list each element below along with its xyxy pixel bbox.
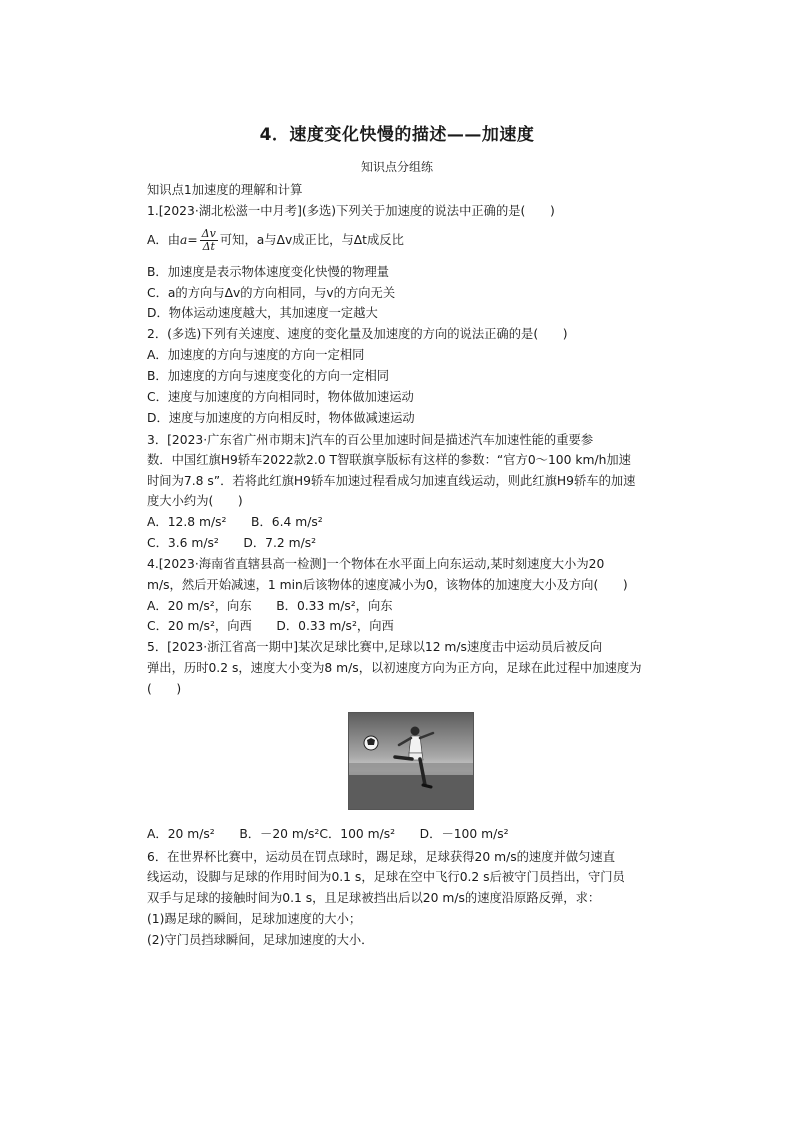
q3-line-2: 数．中国红旗H9轿车2022款2.0 T智联旗享版标有这样的参数：“官方0～100 km/h加速 bbox=[147, 453, 631, 467]
q1-option-d: D．物体运动速度越大，其加速度一定越大 bbox=[147, 306, 378, 320]
page-title: 4．速度变化快慢的描述——加速度 bbox=[259, 125, 535, 145]
q5-options: A．20 m/s² B．－20 m/s²C．100 m/s² D．－100 m/s² bbox=[147, 827, 509, 841]
q5-line-3: ( ) bbox=[147, 682, 182, 696]
q1-option-a bbox=[147, 226, 404, 254]
q3-options-cd: C．3.6 m/s² D．7.2 m/s² bbox=[147, 536, 317, 550]
q2-option-c: C．速度与加速度的方向相同时，物体做加速运动 bbox=[147, 390, 414, 404]
q3-line-4: 度大小约为( ) bbox=[147, 494, 243, 508]
q6-subquestion-1: (1)踢足球的瞬间，足球加速度的大小； bbox=[147, 912, 362, 926]
q1-frac-num: Δv bbox=[201, 227, 216, 240]
q1-option-b: B．加速度是表示物体速度变化快慢的物理量 bbox=[147, 265, 390, 279]
q2-stem: 2．(多选)下列有关速度、速度的变化量及加速度的方向的说法正确的是( ) bbox=[147, 327, 568, 341]
q1-a-eq: = bbox=[187, 233, 198, 247]
soccer-scene-illustration bbox=[349, 713, 473, 809]
q5-line-1: 5．[2023·浙江省高一期中]某次足球比赛中,足球以12 m/s速度击中运动员后被反向 bbox=[147, 640, 603, 654]
q4-options-cd: C．20 m/s²，向西 D．0.33 m/s²，向西 bbox=[147, 619, 394, 633]
q1-frac-den: Δt bbox=[202, 240, 215, 253]
q3-line-1: 3．[2023·广东省广州市期末]汽车的百公里加速时间是描述汽车加速性能的重要参 bbox=[147, 433, 594, 447]
q3-line-3: 时间为7.8 s”．若将此红旗H9轿车加速过程看成匀加速直线运动，则此红旗H9轿车的加速 bbox=[147, 474, 636, 488]
q6-subquestion-2: (2)守门员挡球瞬间，足球加速度的大小． bbox=[147, 933, 374, 947]
q2-option-b: B．加速度的方向与速度变化的方向一定相同 bbox=[147, 369, 390, 383]
q4-options-ab: A．20 m/s²，向东 B．0.33 m/s²，向东 bbox=[147, 599, 393, 613]
q2-option-a: A．加速度的方向与速度的方向一定相同 bbox=[147, 348, 365, 362]
q6-line-2: 线运动，设脚与足球的作用时间为0.1 s，足球在空中飞行0.2 s后被守门员挡出，守门员 bbox=[147, 870, 625, 884]
q6-line-3: 双手与足球的接触时间为0.1 s，且足球被挡出后以20 m/s的速度沿原路反弹，求： bbox=[147, 891, 601, 905]
q1-a-prefix: A．由 bbox=[147, 233, 181, 247]
soccer-player-photo bbox=[348, 712, 474, 810]
q1-fraction bbox=[200, 228, 218, 253]
q1-a-suffix: 可知，a与Δv成正比，与Δt成反比 bbox=[219, 233, 404, 247]
section-subtitle: 知识点分组练 bbox=[360, 160, 433, 174]
q4-line-2: m/s，然后开始减速，1 min后该物体的速度减小为0，该物体的加速度大小及方向( ) bbox=[147, 578, 628, 592]
q1-stem: 1.[2023·湖北松滋一中月考](多选)下列关于加速度的说法中正确的是( ) bbox=[147, 204, 555, 218]
knowledge-point-heading: 知识点1加速度的理解和计算 bbox=[147, 183, 303, 197]
q1-a-var: a bbox=[180, 233, 188, 247]
q4-line-1: 4.[2023·海南省直辖县高一检测]一个物体在水平面上向东运动,某时刻速度大小为20 bbox=[147, 557, 605, 571]
q5-line-2: 弹出，历时0.2 s，速度大小变为8 m/s，以初速度方向为正方向，足球在此过程中加速度为 bbox=[147, 661, 642, 675]
q6-line-1: 6．在世界杯比赛中，运动员在罚点球时，踢足球，足球获得20 m/s的速度并做匀速直 bbox=[147, 850, 616, 864]
q3-options-ab: A．12.8 m/s² B．6.4 m/s² bbox=[147, 515, 323, 529]
q1-option-c: C．a的方向与Δv的方向相同，与v的方向无关 bbox=[147, 286, 396, 300]
q2-option-d: D．速度与加速度的方向相反时，物体做减速运动 bbox=[147, 411, 415, 425]
